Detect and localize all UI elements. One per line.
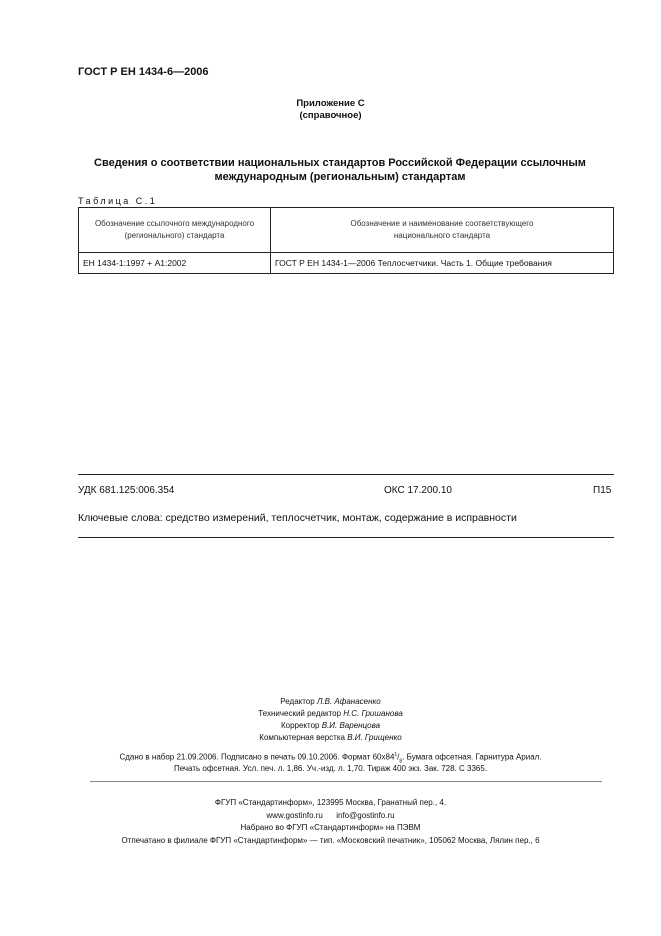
table-header-reference [79,208,271,253]
table-caption: Таблица С.1 [78,196,158,206]
credits-block [0,696,661,744]
divider-thin [90,781,602,782]
section-title [60,156,620,184]
credit-name: В.И. Варенцова [321,721,381,730]
credit-name: Н.С. Гришанова [343,709,403,718]
header-ref-line2: (регионального) стандарта [124,231,225,240]
credit-role: Компьютерная верстка [259,733,345,742]
cell-national-standard: ГОСТ Р ЕН 1434-1—2006 Теплосчетчики. Часть 1. Общие требования [271,253,614,274]
print-info-line2: Печать офсетная. Усл. печ. л. 1,86. Уч.-изд. л. 1,70. Тираж 400 экз. Зак. 728. С 3365. [173,764,488,773]
format-fraction-numerator: 1 [394,752,398,758]
section-title-line2: международным (региональным) стандартам [214,171,466,183]
credit-corrector [0,720,661,732]
oks-code: ОКС 17.200.10 [384,485,452,496]
publisher-address: ФГУП «Стандартинформ», 123995 Москва, Гранатный пер., 4. [214,798,447,807]
print-info-paper: . Бумага офсетная. Гарнитура Ариал. [402,752,542,762]
header-national-line1: Обозначение и наименование соответствующего [350,219,534,228]
print-info-line1: Сдано в набор 21.09.2006. Подписано в печать 09.10.2006. Формат $60x84^1/_8$. Бумага офсетная. Гарнитура Ариал. [119,752,542,765]
table-header-national [271,208,614,253]
udk-code: УДК 681.125:006.354 [78,485,175,496]
credit-editor [0,696,661,708]
header-ref-line1: Обозначение ссылочного международного [94,219,255,228]
credit-role: Технический редактор [258,709,342,718]
table-row [79,253,614,274]
divider-top [78,474,614,475]
correspondence-table [78,207,614,274]
keywords: Ключевые слова: средство измерений, теплосчетчик, монтаж, содержание в исправности [78,512,517,524]
credit-name: В.И. Грищенко [347,733,402,742]
divider-bottom [78,537,614,538]
header-national-line2: национального стандарта [393,231,491,240]
group-code: П15 [593,485,612,496]
publisher-typeset: Набрано во ФГУП «Стандартинформ» на ПЭВМ [240,823,421,832]
table-header-row [79,208,614,253]
format-fraction-denominator: 8 [399,758,403,765]
document-code: ГОСТ Р ЕН 1434-6—2006 [78,66,209,78]
annex-title: Приложение С [296,98,365,109]
section-title-line1: Сведения о соответствии национальных стандартов Российской Федерации ссылочным [94,157,586,169]
publisher-website: www.gostinfo.ru [266,810,323,820]
publisher-email: info@gostinfo.ru [336,810,395,820]
publisher-contacts [0,810,661,823]
credit-role: Корректор [280,721,320,730]
annex-kind: (справочное) [299,110,362,121]
cell-reference-standard: ЕН 1434-1:1997 + А1:2002 [79,253,271,274]
publisher-block [0,797,661,847]
publisher-printed: Отпечатано в филиале ФГУП «Стандартинформ» — тип. «Московский печатник», 105062 Москва, Лялин пер., 6 [121,835,540,845]
credit-tech-editor [0,708,661,720]
credit-layout [0,732,661,744]
credit-role: Редактор [280,697,315,706]
credit-name: Л.В. Афанасенко [316,697,381,706]
print-info-format: Сдано в набор 21.09.2006. Подписано в печать 09.10.2006. Формат 60x84 [119,752,395,762]
